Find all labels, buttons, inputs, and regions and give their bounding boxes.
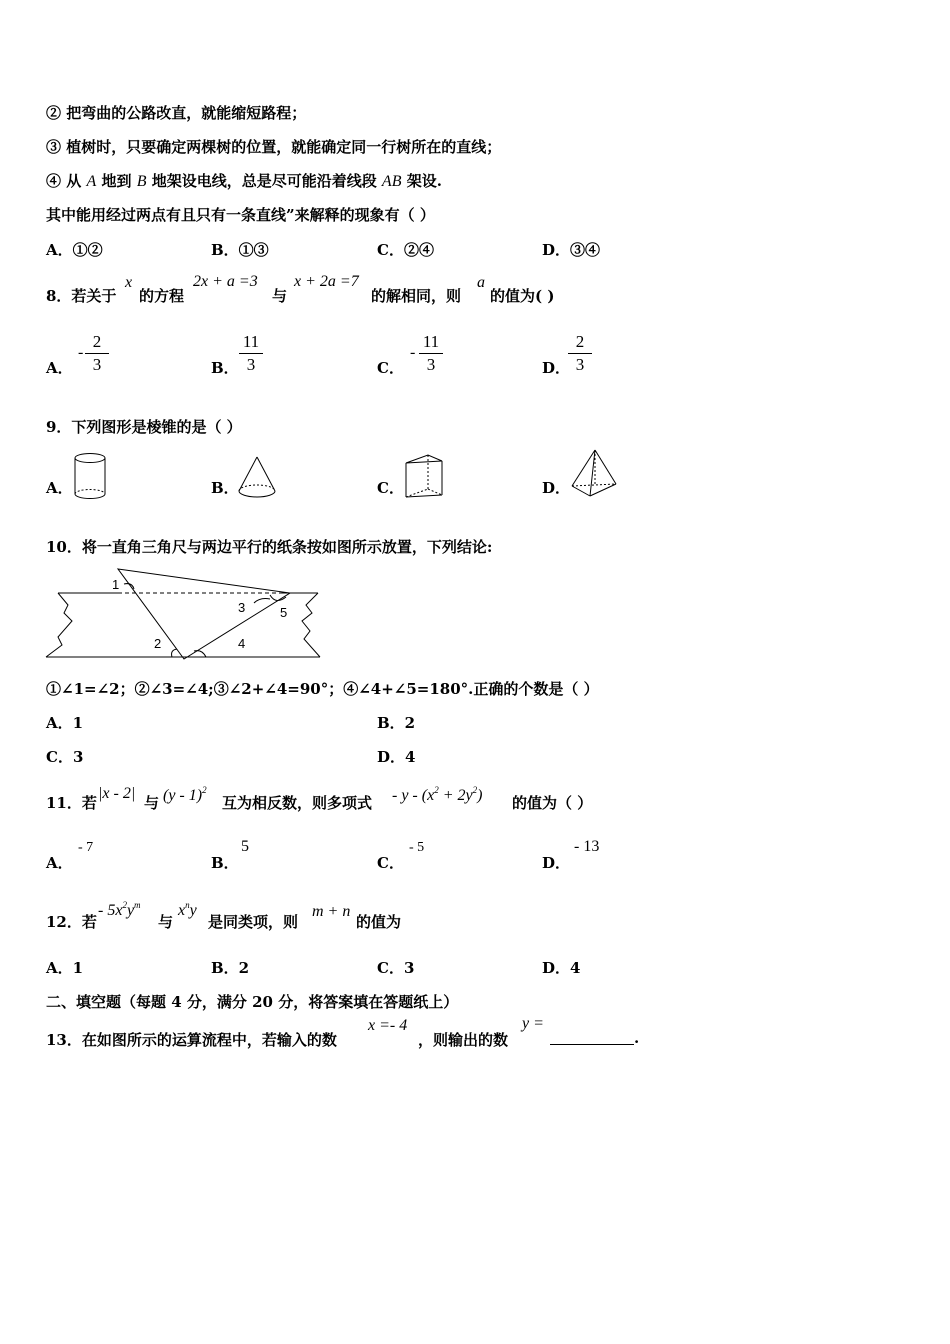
- q10-option-a[interactable]: A．1: [46, 714, 84, 732]
- q8-var-x: x: [125, 274, 133, 291]
- q8-eq1: 2x + a =3: [193, 273, 258, 290]
- q8-eq2: x + 2a =7: [294, 273, 359, 290]
- q8-b-fraction: $\frac{11}{3}$: [239, 331, 263, 376]
- q9-option-b[interactable]: B．: [211, 479, 239, 497]
- q11-option-b[interactable]: B．: [211, 854, 239, 872]
- q7-item-4: ④ 从 A 地到 B 地架设电线，总是尽可能沿着线段 AB 架设.: [46, 172, 442, 190]
- q8-text-sol: 的解相同，则: [371, 287, 462, 305]
- q10-option-c[interactable]: C．3: [46, 748, 84, 766]
- q10-option-d[interactable]: D．4: [377, 748, 416, 766]
- angle-label-2: 2: [154, 636, 162, 651]
- cone-icon: [236, 455, 278, 501]
- triangular-prism-icon: [402, 451, 448, 503]
- q9-option-c[interactable]: C．: [377, 479, 404, 497]
- angle-label-4: 4: [238, 636, 246, 651]
- triangle-ruler-strip-figure: [40, 565, 330, 665]
- q7-option-c[interactable]: C．②④: [377, 241, 434, 259]
- q8-option-c[interactable]: C．: [377, 359, 404, 377]
- q11-abs-expr: |x - 2|: [98, 785, 136, 802]
- q12-option-d[interactable]: D．4: [542, 959, 581, 977]
- q8-var-a: a: [477, 274, 485, 291]
- q8-c-fraction: $\frac{11}{3}$: [419, 331, 443, 376]
- triangular-pyramid-icon: [570, 448, 620, 500]
- q12-sum: m + n: [312, 903, 351, 920]
- q12-option-a[interactable]: A．1: [46, 959, 84, 977]
- q7-item-2: ② 把弯曲的公路改直，就能缩短路程；: [46, 104, 307, 122]
- q11-option-a[interactable]: A．: [46, 854, 73, 872]
- angle-label-1: 1: [112, 577, 120, 592]
- q12-option-b[interactable]: B．2: [211, 959, 250, 977]
- q11-prefix: 11．若: [46, 794, 97, 812]
- q11-option-d[interactable]: D．: [542, 854, 571, 872]
- q7-item-3: ③ 植树时，只要确定两棵树的位置，就能确定同一行树所在的直线；: [46, 138, 502, 156]
- cylinder-icon: [72, 452, 108, 500]
- q8-a-fraction: $\frac{2}{3}$: [85, 331, 109, 376]
- q8-d-fraction: $\frac{2}{3}$: [568, 331, 592, 376]
- q12-option-c[interactable]: C．3: [377, 959, 415, 977]
- q9-option-a[interactable]: A．: [46, 479, 73, 497]
- angle-label-5: 5: [280, 605, 288, 620]
- q8-option-b[interactable]: B．: [211, 359, 239, 377]
- q8-text-val: 的值为( ): [490, 287, 555, 305]
- q12-term2: $x^ny$: [178, 900, 197, 919]
- q8-stem: 8．若关于: [46, 287, 117, 305]
- q10-question: 10．将一直角三角尺与两边平行的纸条按如图所示放置，下列结论:: [46, 538, 493, 556]
- q7-option-d[interactable]: D．③④: [542, 241, 601, 259]
- q10-option-b[interactable]: B．2: [377, 714, 416, 732]
- q11-b-value: 5: [241, 838, 249, 855]
- q11-text-opp: 互为相反数，则多项式: [222, 794, 373, 812]
- q13-text-out: ，则输出的数: [418, 1031, 509, 1049]
- q11-option-c[interactable]: C．: [377, 854, 404, 872]
- q11-a-value: - 7: [78, 840, 94, 855]
- q7-option-a[interactable]: A．①②: [46, 241, 103, 259]
- q13-prefix: 13．在如图所示的运算流程中，若输入的数: [46, 1031, 337, 1049]
- q8-text-eq: 的方程: [139, 287, 185, 305]
- q7-option-b[interactable]: B．①③: [211, 241, 269, 259]
- q7-question: 其中能用经过两点有且只有一条直线”来解释的现象有（ ）: [46, 206, 435, 224]
- q11-sq-expr: (y - 1)$^2$: [163, 785, 207, 804]
- section-2-heading: 二、填空题（每题 4 分，满分 20 分，将答案填在答题纸上）: [46, 993, 459, 1011]
- q11-text-val: 的值为（ ）: [512, 794, 593, 812]
- q12-text-and: 与: [158, 913, 174, 931]
- q8-option-d[interactable]: D．: [542, 359, 571, 377]
- q11-d-value: - 13: [574, 838, 600, 855]
- q12-text-same: 是同类项，则: [208, 913, 299, 931]
- q8-text-and: 与: [272, 287, 288, 305]
- angle-label-3: 3: [238, 600, 246, 615]
- q13-output: y =: [522, 1015, 544, 1032]
- q11-polynomial: - $y - (x^2 + 2y^2)$: [392, 785, 483, 804]
- q12-prefix: 12．若: [46, 913, 97, 931]
- q12-term1: - $5x^2y^m$: [98, 900, 141, 919]
- q8-a-sign: -: [78, 344, 84, 361]
- q8-option-a[interactable]: A．: [46, 359, 73, 377]
- q12-text-val: 的值为: [356, 913, 402, 931]
- q13-answer-blank[interactable]: .: [550, 1029, 639, 1047]
- q9-question: 9．下列图形是棱锥的是（ ）: [46, 418, 242, 436]
- q11-c-value: - 5: [409, 840, 425, 855]
- q10-statement: ①∠1=∠2；②∠3=∠4;③∠2+∠4=90°；④∠4+∠5=180°.正确的个数是（ ）: [46, 680, 599, 698]
- q9-option-d[interactable]: D．: [542, 479, 571, 497]
- q8-c-sign: -: [410, 344, 416, 361]
- q13-input: x =- 4: [368, 1017, 408, 1034]
- q11-text-and: 与: [144, 794, 160, 812]
